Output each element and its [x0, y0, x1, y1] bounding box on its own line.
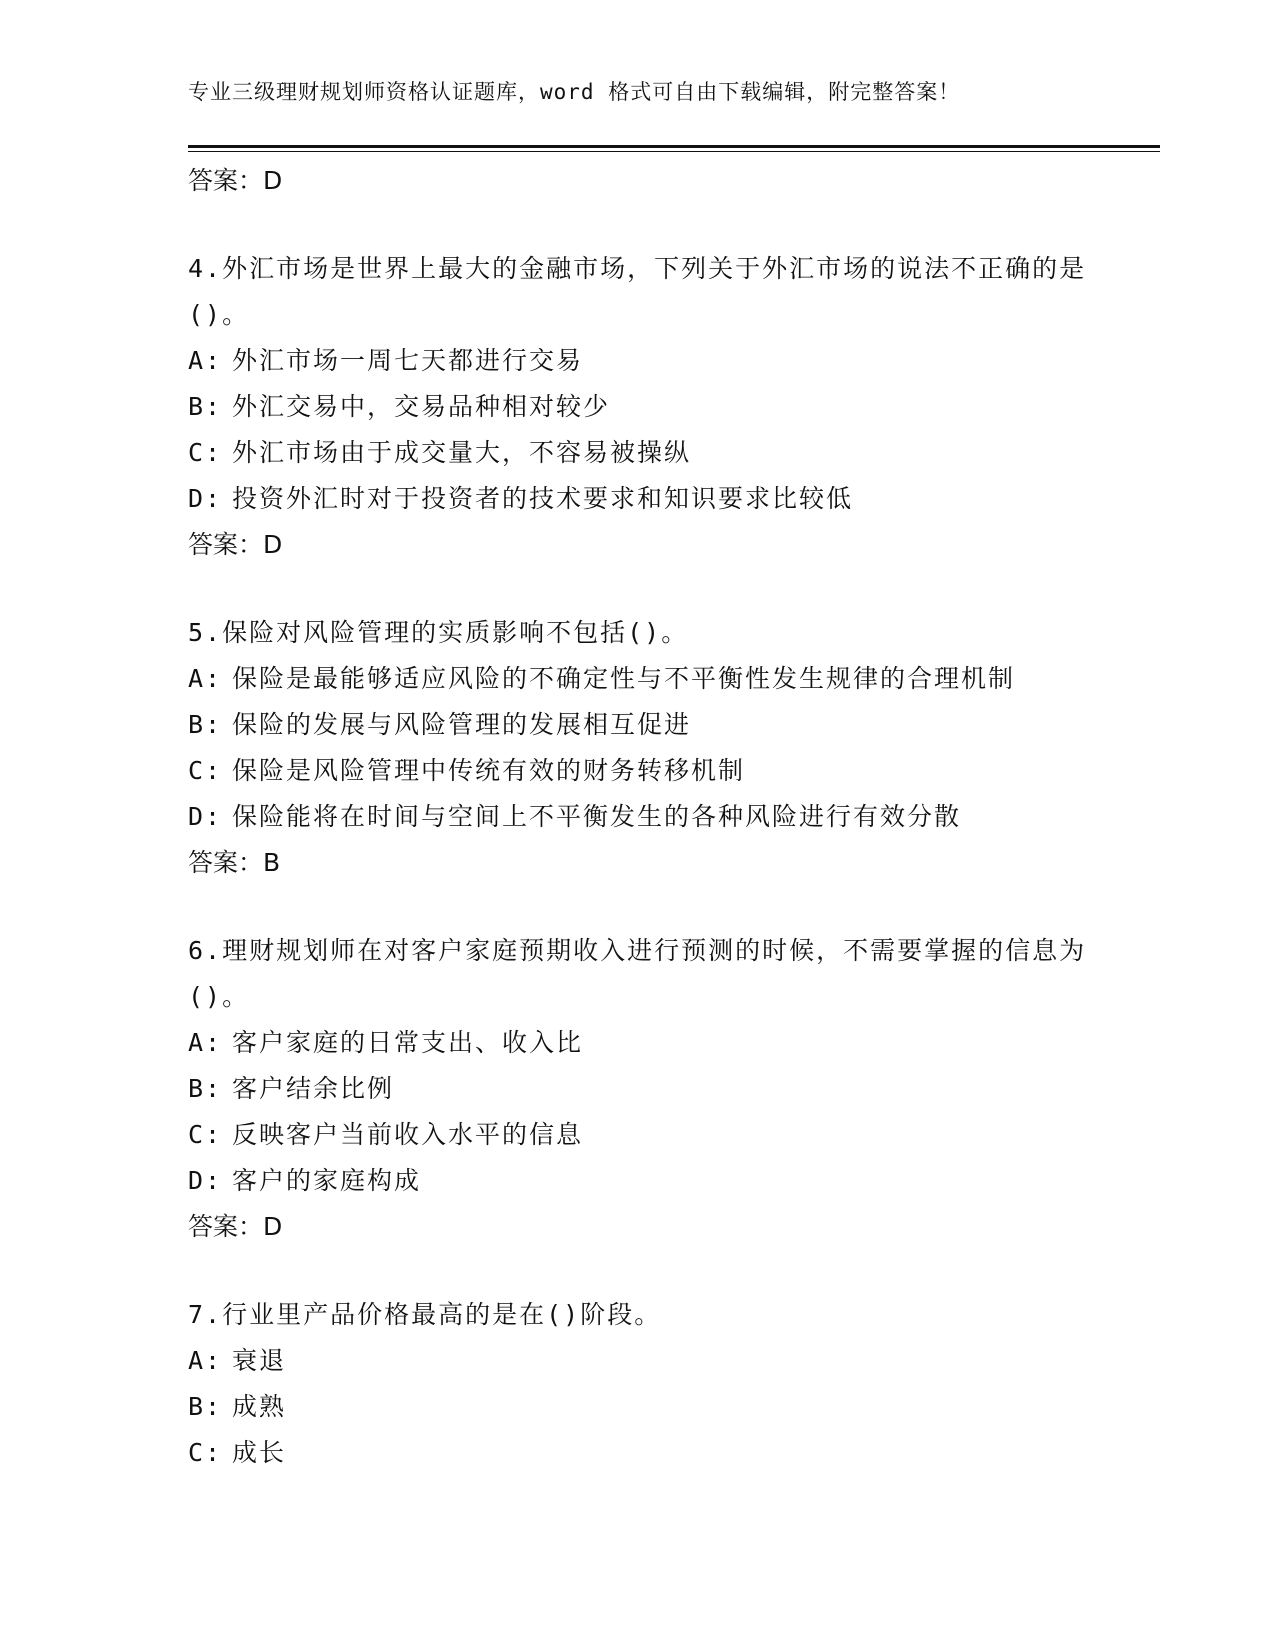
option-letter: C:: [188, 756, 223, 785]
option-a: [188, 338, 1108, 384]
option-b: [188, 1384, 1108, 1430]
option-c: [188, 1112, 1108, 1158]
option-c: [188, 1430, 1108, 1476]
question-spacer: [188, 1250, 1108, 1292]
option-text: 外汇市场一周七天都进行交易: [232, 346, 584, 375]
option-text: 成熟: [232, 1392, 287, 1421]
option-letter: B:: [188, 710, 223, 739]
option-letter: D:: [188, 484, 223, 513]
option-a: [188, 1020, 1108, 1066]
option-text: 外汇市场由于成交量大，不容易被操纵: [232, 438, 692, 467]
option-text: 客户结余比例: [232, 1074, 395, 1103]
option-letter: D:: [188, 1166, 223, 1195]
option-letter: A:: [188, 664, 223, 693]
option-text: 保险是风险管理中传统有效的财务转移机制: [232, 756, 746, 785]
option-text: 衰退: [232, 1346, 287, 1375]
answer-line: 答案：D: [188, 166, 283, 195]
option-b: [188, 384, 1108, 430]
option-text: 保险是最能够适应风险的不确定性与不平衡性发生规律的合理机制: [232, 664, 1016, 693]
question-item: [188, 246, 1108, 568]
answer-line: 答案：D: [188, 530, 283, 559]
option-text: 外汇交易中，交易品种相对较少: [232, 392, 611, 421]
page-header: 专业三级理财规划师资格认证题库，word 格式可自由下载编辑，附完整答案！: [188, 80, 961, 104]
option-a: [188, 1338, 1108, 1384]
option-text: 投资外汇时对于投资者的技术要求和知识要求比较低: [232, 484, 854, 513]
option-c: [188, 748, 1108, 794]
question-stem: 6.理财规划师在对客户家庭预期收入进行预测的时候，不需要掌握的信息为()。: [188, 936, 1087, 1011]
option-text: 客户的家庭构成: [232, 1166, 422, 1195]
option-b: [188, 1066, 1108, 1112]
option-letter: D:: [188, 802, 223, 831]
question-item: [188, 928, 1108, 1250]
question-spacer: [188, 204, 1108, 246]
option-a: [188, 656, 1108, 702]
option-letter: B:: [188, 392, 223, 421]
option-text: 反映客户当前收入水平的信息: [232, 1120, 584, 1149]
option-d: [188, 476, 1108, 522]
question-spacer: [188, 886, 1108, 928]
option-letter: C:: [188, 438, 223, 467]
header-rule-thick: [188, 145, 1160, 148]
option-letter: A:: [188, 1028, 223, 1057]
option-letter: B:: [188, 1074, 223, 1103]
option-text: 保险的发展与风险管理的发展相互促进: [232, 710, 692, 739]
question-stem: 7.行业里产品价格最高的是在()阶段。: [188, 1300, 662, 1329]
option-letter: B:: [188, 1392, 223, 1421]
option-text: 成长: [232, 1438, 287, 1467]
option-letter: A:: [188, 346, 223, 375]
answer-line: 答案：D: [188, 1212, 283, 1241]
question-stem: 4.外汇市场是世界上最大的金融市场，下列关于外汇市场的说法不正确的是()。: [188, 254, 1087, 329]
question-stem: 5.保险对风险管理的实质影响不包括()。: [188, 618, 689, 647]
header-rule-thin: [188, 151, 1160, 152]
option-text: 客户家庭的日常支出、收入比: [232, 1028, 584, 1057]
option-d: [188, 1158, 1108, 1204]
option-b: [188, 702, 1108, 748]
option-letter: A:: [188, 1346, 223, 1375]
question-list: [188, 158, 1108, 1476]
option-d: [188, 794, 1108, 840]
question-item: [188, 610, 1108, 886]
answer-line: 答案：B: [188, 848, 281, 877]
option-text: 保险能将在时间与空间上不平衡发生的各种风险进行有效分散: [232, 802, 962, 831]
question-spacer: [188, 568, 1108, 610]
option-letter: C:: [188, 1438, 223, 1467]
option-c: [188, 430, 1108, 476]
question-item: [188, 1292, 1108, 1476]
option-letter: C:: [188, 1120, 223, 1149]
